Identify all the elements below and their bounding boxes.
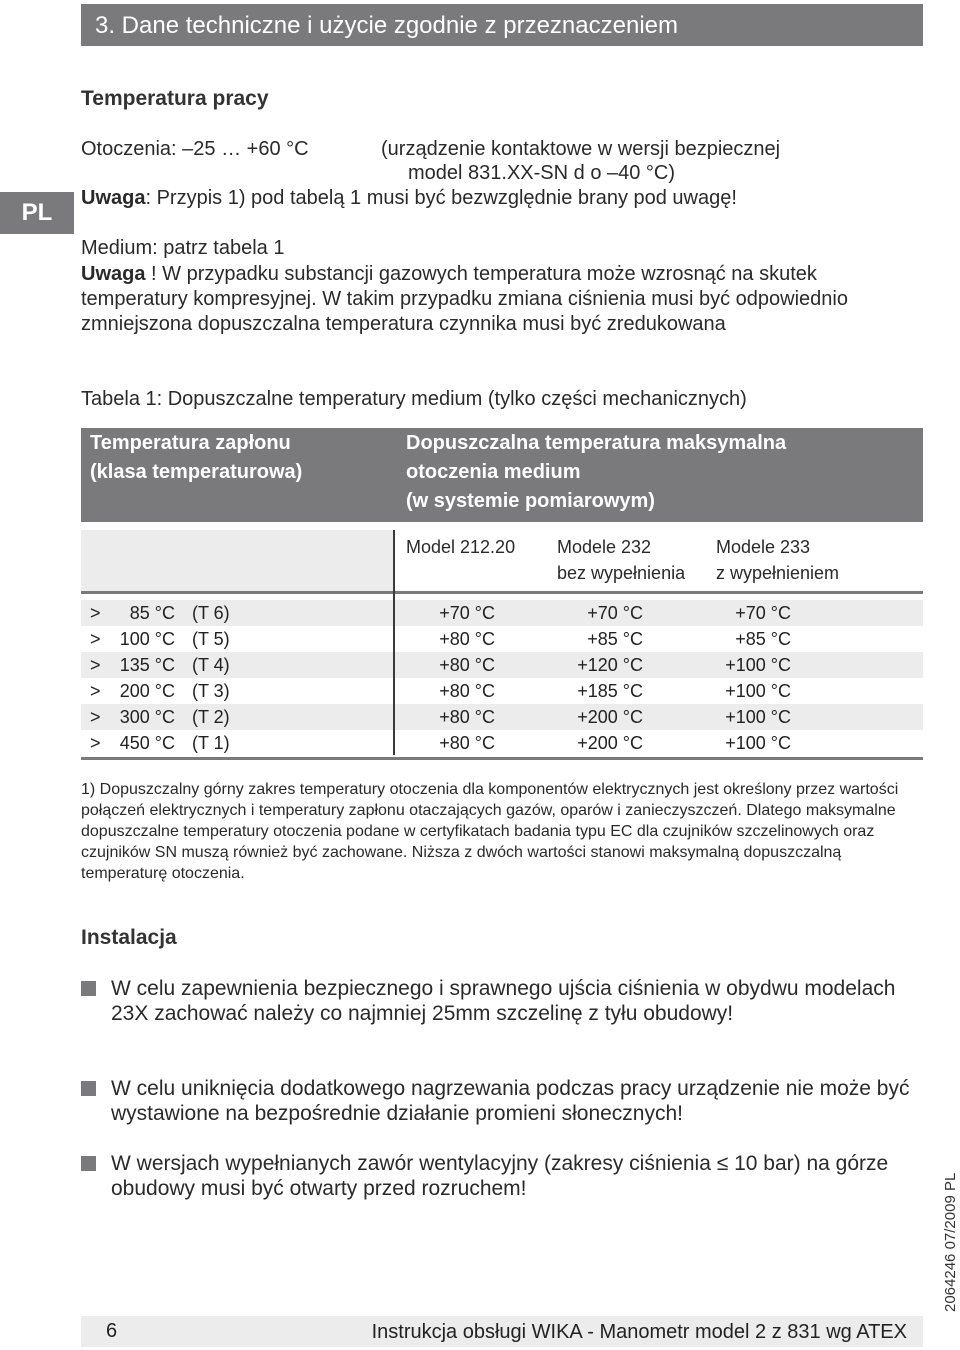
square-bullet-icon <box>81 1156 96 1171</box>
header-right-line: otoczenia medium <box>406 461 581 483</box>
table-rule-bottom <box>81 757 923 760</box>
installation-heading: Instalacja <box>81 926 177 949</box>
row-ignition-temp: 100 °C <box>119 629 175 649</box>
row-value-model-233: +100 °C <box>725 707 791 727</box>
row-greater-sign: > <box>90 733 101 753</box>
bullet-text: W wersjach wypełnianych zawór wentylacyjny (zakresy ciśnienia ≤ 10 bar) na górze obudowy musi być otwarty przed rozruchem! <box>111 1152 889 1200</box>
row-temp-class: (T 3) <box>192 681 230 701</box>
row-value-model-233: +100 °C <box>725 681 791 701</box>
header-right-line: Dopuszczalna temperatura maksymalna <box>406 432 787 454</box>
row-greater-sign: > <box>90 707 101 727</box>
warning2-text: ! W przypadku substancji gazowych temperatura może wzrosnąć na skutek temperatury kompresyjnej. W takim przypadku zmiana ciśnienia musi być odpowiednio zmniejszona dopuszczalna temperatura czynnika musi być zredukowana <box>81 263 848 335</box>
row-temp-class: (T 5) <box>192 629 230 649</box>
square-bullet-icon <box>81 1081 96 1096</box>
installation-bullet <box>81 976 921 1026</box>
row-ignition-temp: 135 °C <box>119 655 175 675</box>
row-greater-sign: > <box>90 603 101 623</box>
language-tab: PL <box>0 192 74 234</box>
header-allowed-temp <box>406 429 786 516</box>
table-row <box>81 678 923 704</box>
row-value-model-233: +85 °C <box>735 629 791 649</box>
row-greater-sign: > <box>90 629 101 649</box>
table-row <box>81 730 923 756</box>
row-value-model-232: +185 °C <box>577 681 643 701</box>
warning-label: Uwaga <box>81 187 146 209</box>
subheader-model-233 <box>716 534 839 586</box>
row-value-model-212: +80 °C <box>439 681 495 701</box>
header-right-line: (w systemie pomiarowym) <box>406 490 655 512</box>
row-value-model-233: +100 °C <box>725 655 791 675</box>
header-left-line: (klasa temperaturowa) <box>90 461 303 483</box>
row-value-model-232: +85 °C <box>587 629 643 649</box>
warning2-label: Uwaga <box>81 263 146 285</box>
footnote: 1) Dopuszczalny górny zakres temperatury otoczenia dla komponentów elektrycznych jest określony przez wartości połączeń elektrycznych i temperatury zapłonu otaczających gazów, oparów i zanieczyszczeń. Dlatego maksymalne dopuszczalne temperatury otoczenia podane w certyfikatach badania typu EC dla czujników szczelinowych oraz czujników SN muszą również być zachowane. Niższa z dwóch wartości stanowi maksymalną dopuszczalną temperaturę otoczenia. <box>81 781 899 882</box>
table-header <box>81 428 923 522</box>
table-row <box>81 600 923 626</box>
row-ignition-temp: 450 °C <box>119 733 175 753</box>
installation-bullet <box>81 1151 921 1201</box>
row-value-model-233: +70 °C <box>735 603 791 623</box>
table-row <box>81 626 923 652</box>
footer-bar <box>81 1316 923 1347</box>
table-caption: Tabela 1: Dopuszczalne temperatury medium (tylko części mechanicznych) <box>81 388 747 410</box>
row-ignition-temp: 85 °C <box>129 603 175 623</box>
footer-title: Instrukcja obsługi WIKA - Manometr model 2 z 831 wg ATEX <box>371 1321 907 1343</box>
row-temp-class: (T 2) <box>192 707 230 727</box>
header-ignition-temp <box>90 429 302 487</box>
table-column-divider <box>393 530 395 755</box>
row-value-model-232: +200 °C <box>577 733 643 753</box>
row-greater-sign: > <box>90 655 101 675</box>
header-left-line: Temperatura zapłonu <box>90 432 291 454</box>
square-bullet-icon <box>81 981 96 996</box>
subheader-empty-cell <box>81 530 393 591</box>
warning-text: : Przypis 1) pod tabelą 1 musi być bezwzględnie brany pod uwagę! <box>145 187 737 209</box>
ambient-note-line-2: model 831.XX-SN d o –40 °C) <box>408 162 676 184</box>
document-code: 2064246 07/2009 PL <box>942 1172 959 1312</box>
row-value-model-212: +80 °C <box>439 733 495 753</box>
row-temp-class: (T 4) <box>192 655 230 675</box>
warning-footnote-line <box>81 186 737 211</box>
row-value-model-212: +70 °C <box>439 603 495 623</box>
row-temp-class: (T 1) <box>192 733 230 753</box>
section-header-bar <box>81 4 923 46</box>
row-temp-class: (T 6) <box>192 603 230 623</box>
row-ignition-temp: 200 °C <box>119 681 175 701</box>
bullet-text: W celu uniknięcia dodatkowego nagrzewania podczas pracy urządzenie nie może być wystawione na bezpośrednie działanie promieni słonecznych! <box>111 1077 910 1125</box>
row-value-model-212: +80 °C <box>439 655 495 675</box>
subheader-line: z wypełnieniem <box>716 563 840 583</box>
row-value-model-233: +100 °C <box>725 733 791 753</box>
ambient-note-line-1: (urządzenie kontaktowe w wersji bezpiecznej <box>381 138 781 160</box>
installation-bullet <box>81 1076 921 1126</box>
subheader-line: Modele 233 <box>716 537 811 557</box>
table-row <box>81 652 923 678</box>
row-value-model-232: +120 °C <box>577 655 643 675</box>
subheader-model-212 <box>406 534 515 560</box>
subheader-line: Model 212.20 <box>406 537 516 557</box>
bullet-text: W celu zapewnienia bezpiecznego i sprawnego ujścia ciśnienia w obydwu modelach 23X zachować należy co najmniej 25mm szczelinę z tyłu obudowy! <box>111 977 896 1025</box>
row-value-model-232: +70 °C <box>587 603 643 623</box>
operating-temp-heading: Temperatura pracy <box>81 87 269 110</box>
row-value-model-212: +80 °C <box>439 707 495 727</box>
subheader-model-232 <box>557 534 685 586</box>
row-value-model-212: +80 °C <box>439 629 495 649</box>
row-greater-sign: > <box>90 681 101 701</box>
row-ignition-temp: 300 °C <box>119 707 175 727</box>
medium-line: Medium: patrz tabela 1 <box>81 237 285 259</box>
row-value-model-232: +200 °C <box>577 707 643 727</box>
subheader-line: Modele 232 <box>557 537 652 557</box>
ambient-temp-label: Otoczenia: –25 … +60 °C <box>81 138 309 160</box>
section-title: 3. Dane techniczne i użycie zgodnie z przeznaczeniem <box>95 12 678 39</box>
table-rule-top <box>81 591 923 594</box>
table-row <box>81 704 923 730</box>
gas-warning-paragraph <box>81 262 901 337</box>
subheader-line: bez wypełnienia <box>557 563 686 583</box>
page-number: 6 <box>106 1320 118 1342</box>
